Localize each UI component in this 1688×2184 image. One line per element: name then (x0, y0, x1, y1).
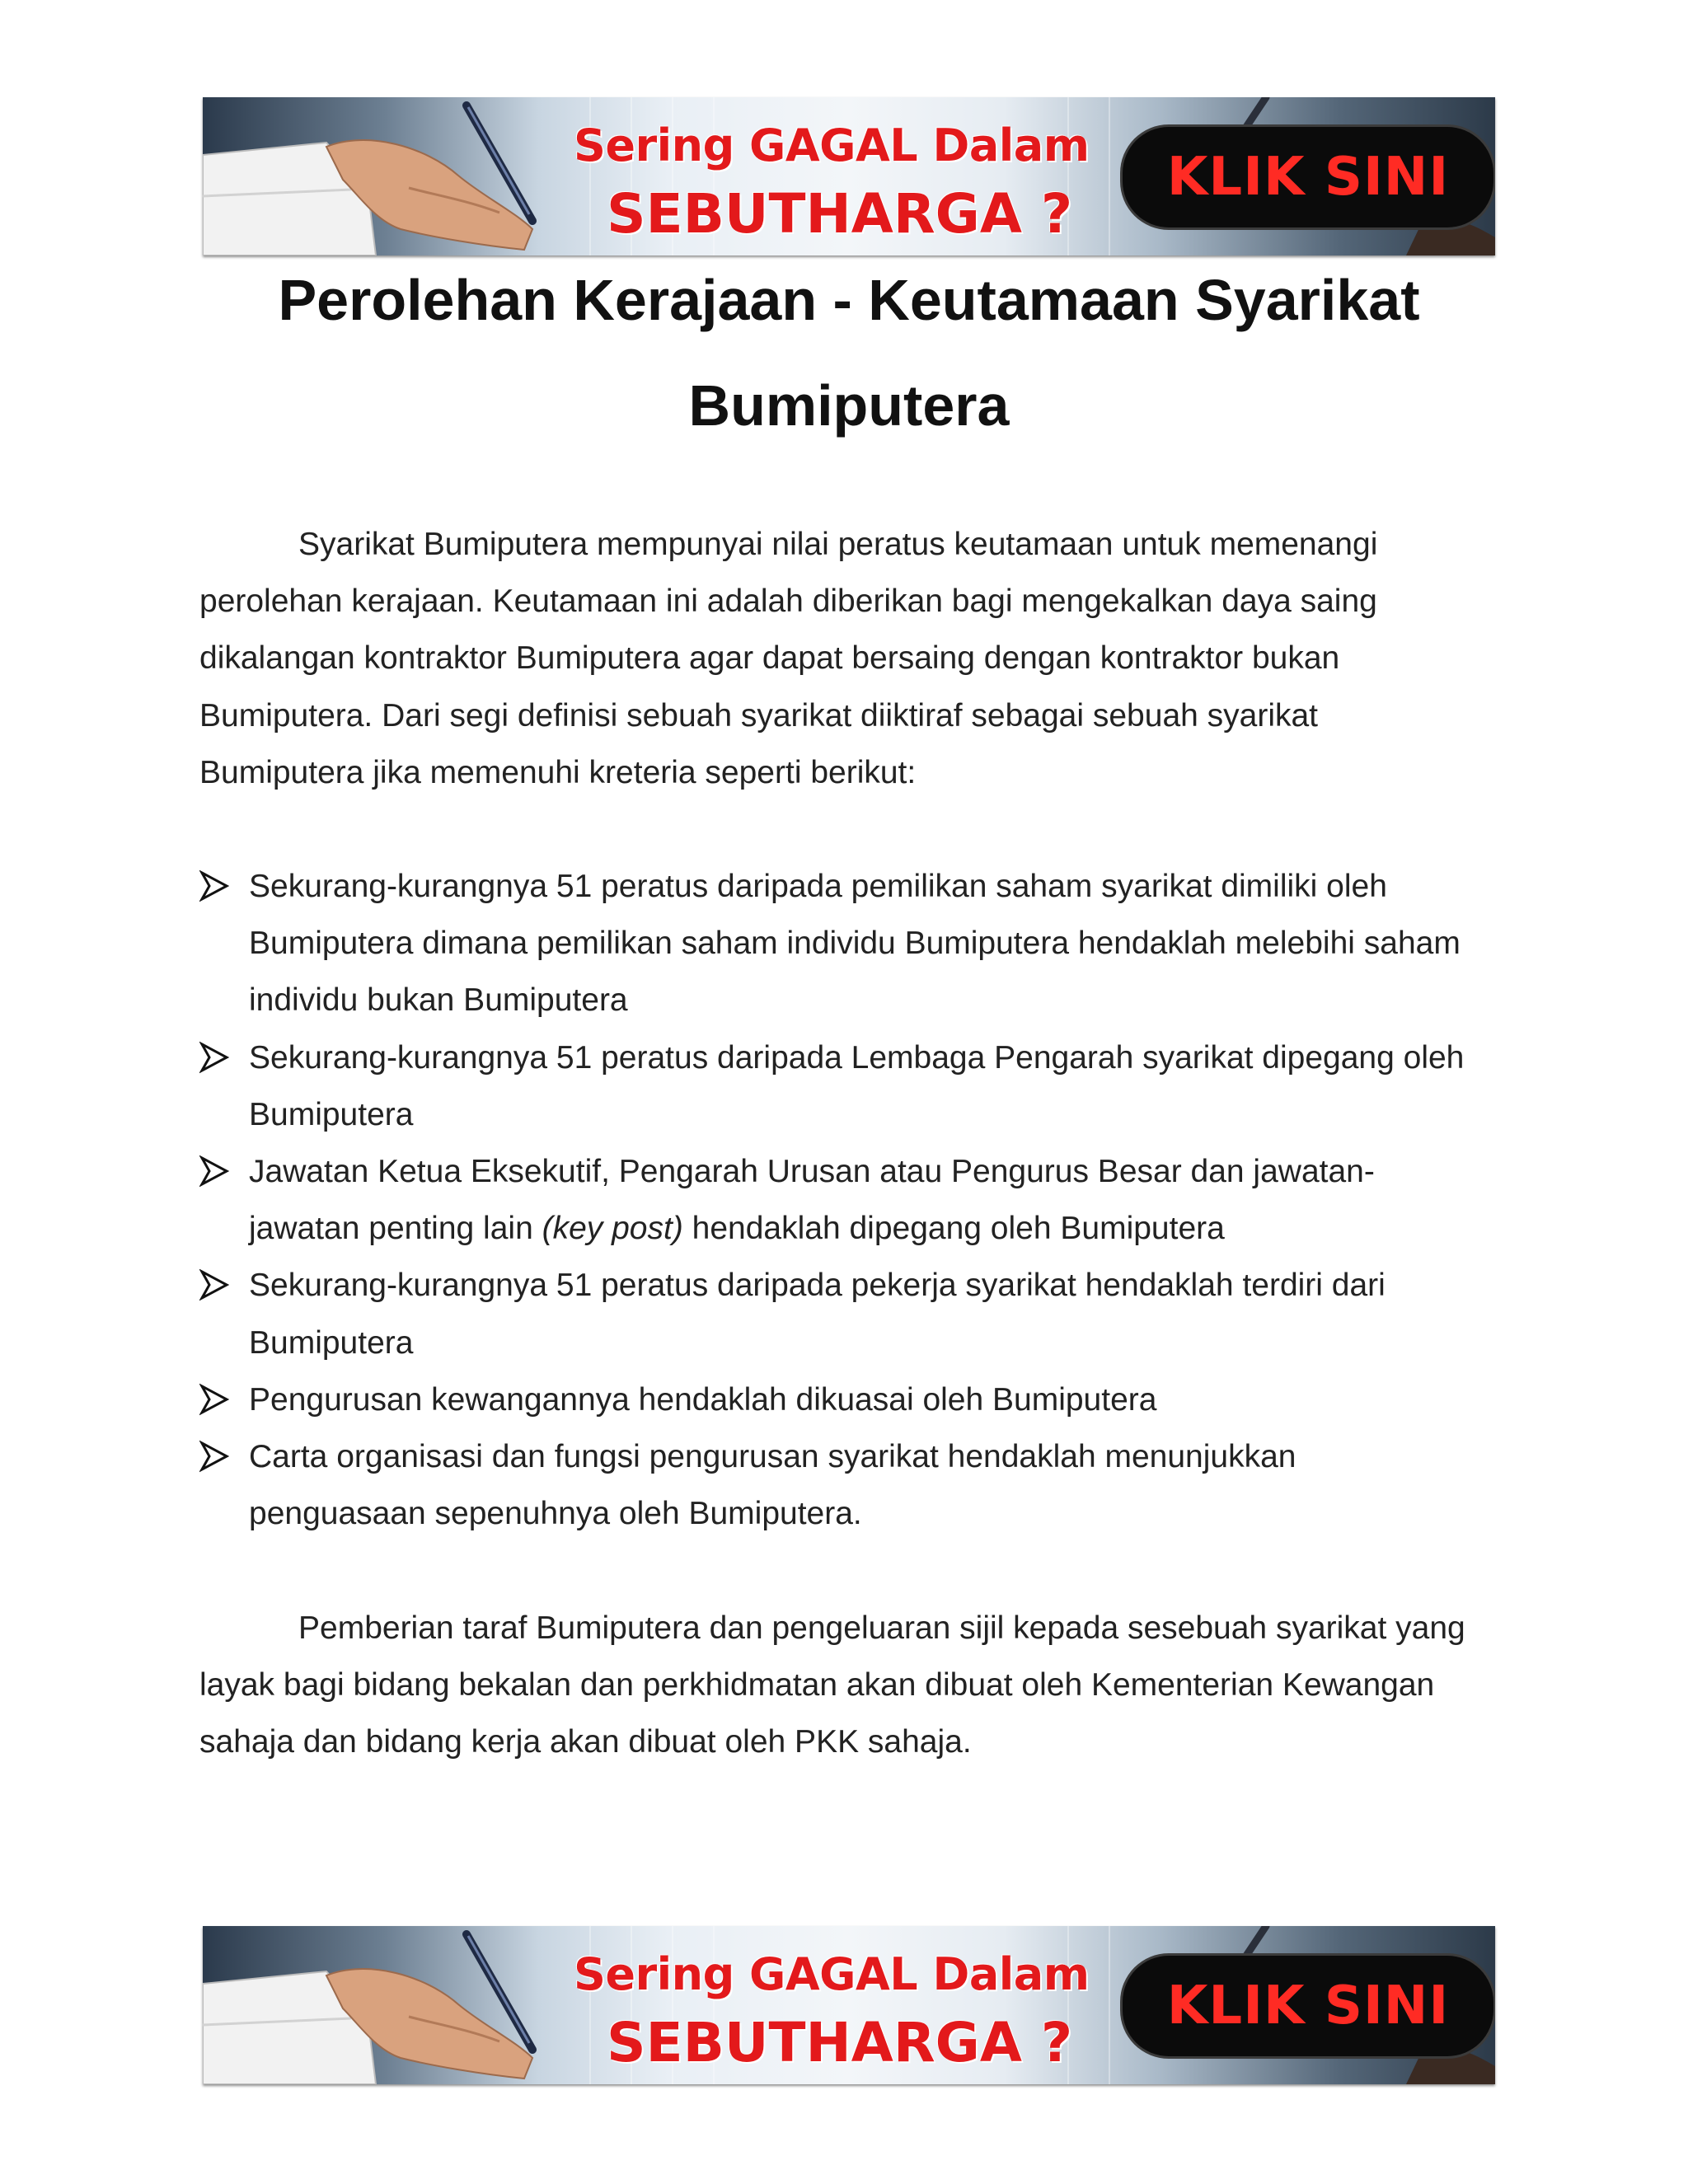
criteria-text: Sekurang-kurangnya 51 peratus daripada Lembaga Pengarah syarikat dipegang oleh Bumiputera (249, 1039, 1465, 1132)
top-ad-banner[interactable] (203, 97, 1495, 255)
arrow-bullet-icon (199, 1383, 229, 1416)
closing-paragraph: Pemberian taraf Bumiputera dan pengeluaran sijil kepada sesebuah syarikat yang layak bagi bidang bekalan dan perkhidmatan akan dibuat oleh Kementerian Kewangan sahaja dan bidang kerja akan dibuat oleh PKK sahaja. (199, 1610, 1465, 1760)
criteria-text: Jawatan Ketua Eksekutif, Pengarah Urusan atau Pengurus Besar dan jawatan-jawatan penting lain (249, 1154, 1375, 1247)
bottom-ad-banner[interactable] (203, 1926, 1495, 2084)
criteria-list (199, 858, 1469, 1542)
list-item (199, 1029, 1469, 1143)
arrow-bullet-icon (199, 1041, 229, 1074)
ad-headline-line2: SEBUTHARGA ? (607, 182, 1073, 246)
arrow-bullet-icon (199, 1268, 229, 1301)
list-item (199, 1257, 1469, 1371)
criteria-italic-text: (key post) (542, 1211, 683, 1247)
criteria-text: hendaklah dipegang oleh Bumiputera (682, 1211, 1225, 1247)
ad-headline-line1: Sering GAGAL Dalam (574, 1948, 1090, 2000)
arrow-bullet-icon (199, 869, 229, 902)
page-title: Perolehan Kerajaan - Keutamaan Syarikat Bumiputera (278, 268, 1420, 438)
list-item (199, 1428, 1469, 1542)
criteria-text: Carta organisasi dan fungsi pengurusan syarikat hendaklah menunjukkan penguasaan sepenuhnya oleh Bumiputera. (249, 1439, 1296, 1532)
criteria-text: Sekurang-kurangnya 51 peratus daripada pemilikan saham syarikat dimiliki oleh Bumiputera dimana pemilikan saham individu Bumiputera hendaklah melebihi saham individu bukan Bumiputera (249, 869, 1461, 1019)
criteria-text: Pengurusan kewangannya hendaklah dikuasai oleh Bumiputera (249, 1381, 1157, 1418)
arrow-bullet-icon (199, 1155, 229, 1188)
list-item (199, 1143, 1469, 1257)
list-item (199, 858, 1469, 1029)
arrow-bullet-icon (199, 1440, 229, 1473)
ad-headline-line1: Sering GAGAL Dalam (574, 120, 1090, 171)
klik-sini-button[interactable]: KLIK SINI (1123, 127, 1493, 227)
list-item (199, 1371, 1469, 1428)
ad-headline-line2: SEBUTHARGA ? (607, 2011, 1073, 2074)
criteria-text: Sekurang-kurangnya 51 peratus daripada pekerja syarikat hendaklah terdiri dari Bumiputera (249, 1268, 1386, 1361)
klik-sini-button[interactable]: KLIK SINI (1123, 1956, 1493, 2056)
intro-paragraph: Syarikat Bumiputera mempunyai nilai peratus keutamaan untuk memenangi perolehan kerajaan. Keutamaan ini adalah diberikan bagi mengekalkan daya saing dikalangan kontraktor Bumiputera agar dapat bersaing dengan kontraktor bukan Bumiputera. Dari segi definisi sebuah syarikat diiktiraf sebagai sebuah syarikat Bumiputera jika memenuhi kreteria seperti berikut: (199, 527, 1378, 790)
